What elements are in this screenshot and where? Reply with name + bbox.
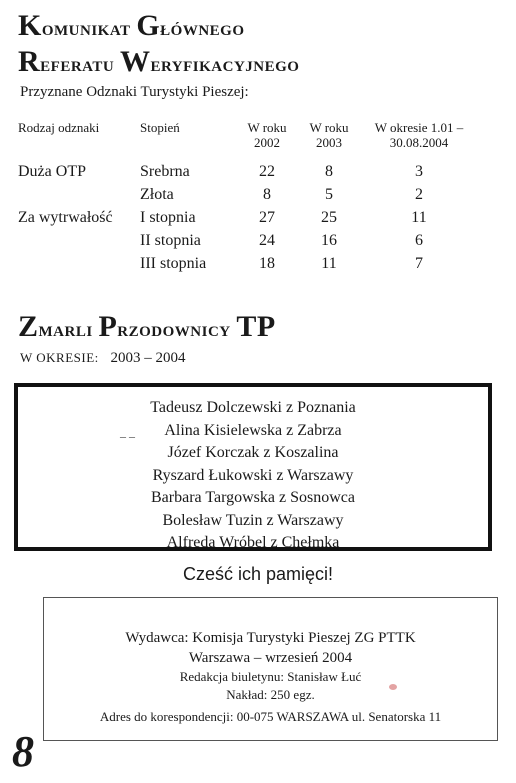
awards-table xyxy=(18,120,478,275)
cell-type: Za wytrwałość xyxy=(18,208,113,226)
cell-2004: 3 xyxy=(415,162,423,180)
cell-2002: 18 xyxy=(259,254,275,272)
stray-mark: – – xyxy=(120,429,135,443)
cell-2004: 7 xyxy=(415,254,423,272)
col-header-grade: Stopień xyxy=(140,120,180,135)
cell-2003: 16 xyxy=(321,231,337,249)
cell-grade: I stopnia xyxy=(140,208,196,226)
table-row xyxy=(18,160,478,183)
period-line xyxy=(20,350,186,367)
table-row xyxy=(18,206,478,229)
list-item: Tadeusz Dolczewski z Poznania xyxy=(150,399,356,416)
cell-type xyxy=(18,229,140,252)
cell-2004: 6 xyxy=(415,231,423,249)
awards-header-row xyxy=(18,120,478,160)
col-header-type: Rodzaj odznaki xyxy=(18,120,100,135)
period-label: W OKRESIE: xyxy=(20,350,99,365)
page-number: 8 xyxy=(12,727,34,776)
publisher-editor: Redakcja biuletynu: Stanisław Łuć xyxy=(179,669,362,684)
heading-communique: Komunikat Głównego xyxy=(18,9,245,42)
list-item: Barbara Targowska z Sosnowca xyxy=(150,489,355,506)
cell-2003: 5 xyxy=(325,185,333,203)
cell-type: Duża OTP xyxy=(18,162,86,180)
publisher-date: Warszawa – wrzesień 2004 xyxy=(188,650,353,666)
cell-2004: 11 xyxy=(411,208,427,226)
cell-2003: 8 xyxy=(325,162,333,180)
col-header-2002: W roku 2002 xyxy=(247,120,287,150)
cell-grade: Srebrna xyxy=(140,162,190,180)
cell-type xyxy=(18,252,140,275)
publisher-line: Wydawca: Komisja Turystyki Pieszej ZG PTTK xyxy=(125,630,416,646)
list-item: Bolesław Tuzin z Warszawy xyxy=(162,511,344,529)
publisher-address: Adres do korespondencji: 00-075 WARSZAWA ul. Senatorska 11 xyxy=(99,709,442,724)
cell-grade: III stopnia xyxy=(140,254,207,272)
cell-grade: Złota xyxy=(140,185,174,203)
cell-2002: 8 xyxy=(263,185,271,203)
col-header-2003: W roku 2003 xyxy=(309,120,349,150)
table-row xyxy=(18,229,478,252)
names-list xyxy=(18,387,488,555)
cell-grade: II stopnia xyxy=(140,231,201,249)
ink-smudge xyxy=(389,684,397,690)
cell-2004: 2 xyxy=(415,185,423,203)
list-item: Ryszard Łukowski z Warszawy xyxy=(152,466,354,484)
cell-type xyxy=(18,183,140,206)
publisher-circulation: Nakład: 250 egz. xyxy=(226,687,315,702)
col-header-2004: W okresie 1.01 – 30.08.2004 xyxy=(374,120,464,150)
period-value: 2003 – 2004 xyxy=(110,350,186,366)
table-row xyxy=(18,252,478,275)
list-item: Alina Kisielewska z Zabrza xyxy=(164,421,342,439)
cell-2003: 11 xyxy=(321,254,337,272)
cell-2002: 27 xyxy=(259,208,275,226)
cell-2003: 25 xyxy=(321,208,337,226)
memorial-note: Cześć ich pamięci! xyxy=(182,564,334,584)
cell-2002: 22 xyxy=(259,162,275,180)
cell-2002: 24 xyxy=(259,231,275,249)
obituary-names-box xyxy=(14,383,492,551)
heading-communique-line2: Referatu Weryfikacyjnego xyxy=(18,45,300,78)
list-item: Alfreda Wróbel z Chełmka xyxy=(166,534,340,551)
list-item: Józef Korczak z Koszalina xyxy=(167,444,339,461)
publisher-box xyxy=(43,597,498,741)
heading-deceased: Zmarli Przodownicy TP xyxy=(18,310,276,343)
table-row xyxy=(18,183,478,206)
awards-subtitle: Przyznane Odznaki Turystyki Pieszej: xyxy=(20,84,249,100)
